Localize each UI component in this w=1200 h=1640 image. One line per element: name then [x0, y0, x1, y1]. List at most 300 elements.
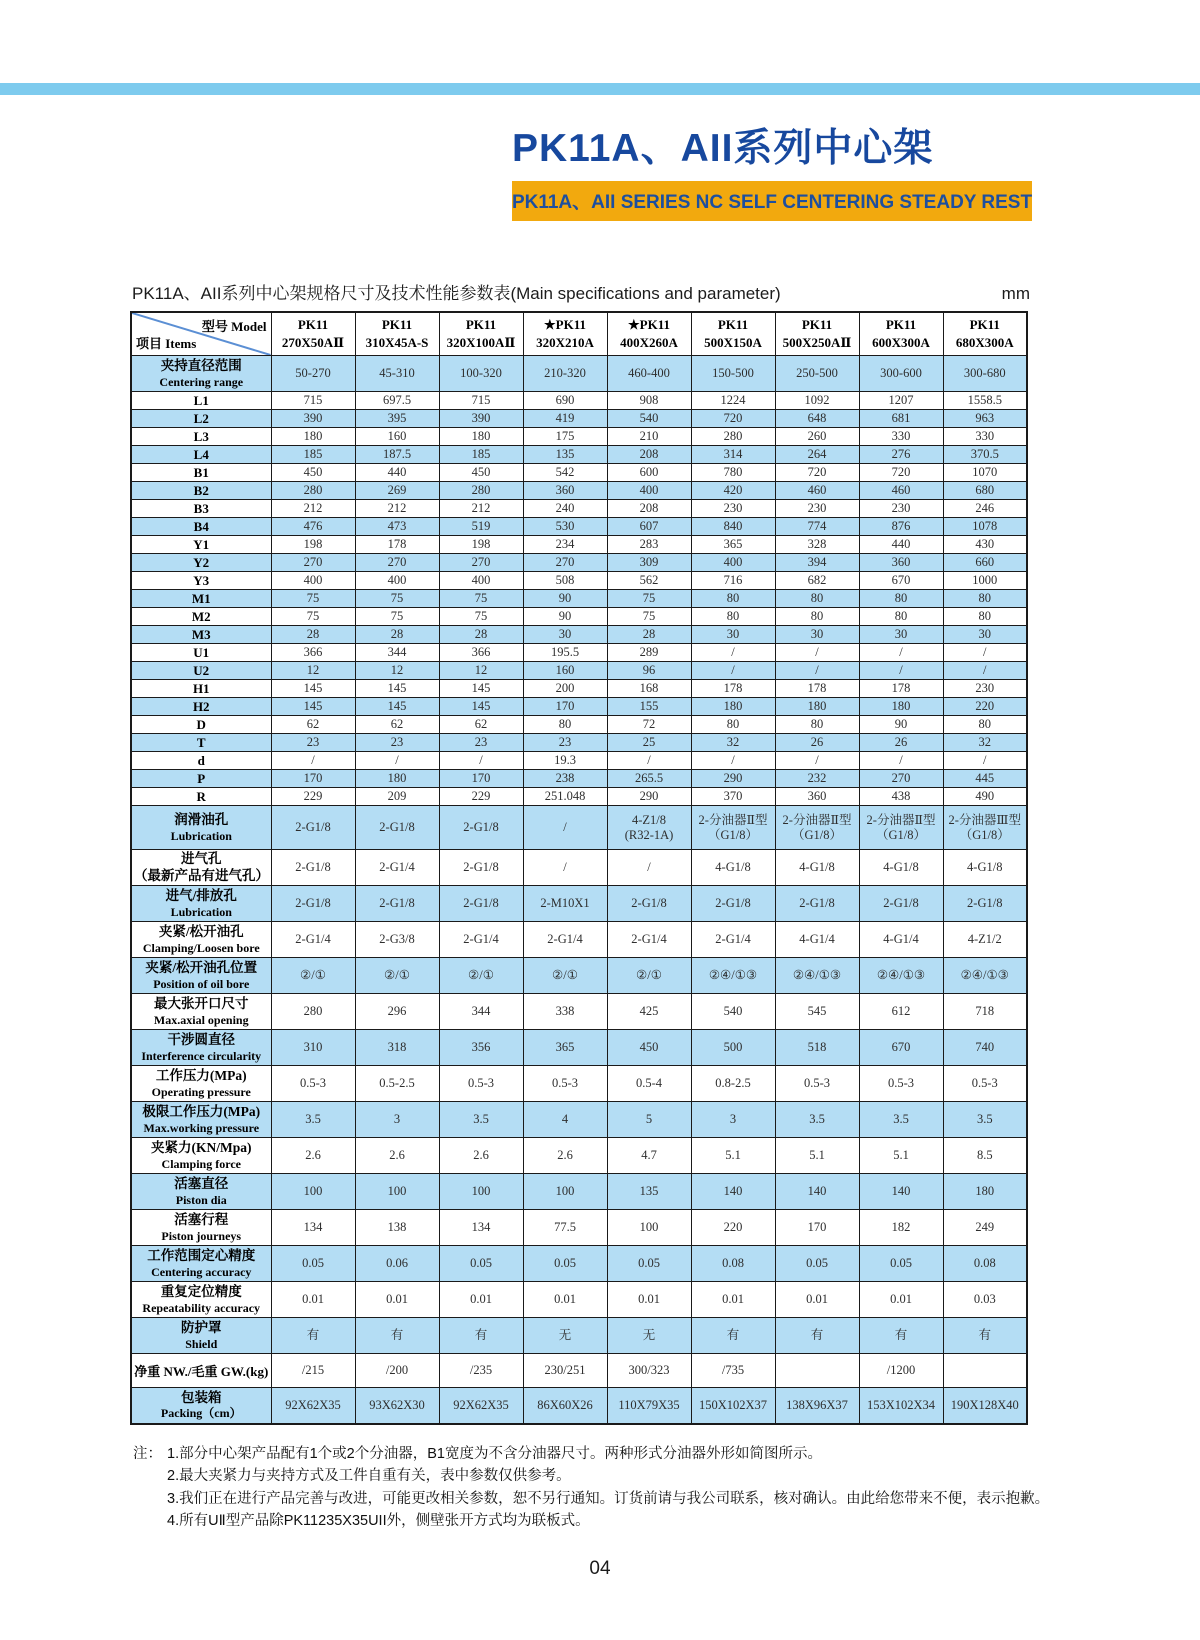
- row-label: 工作压力(MPa) Operating pressure: [131, 1066, 271, 1102]
- table-row: [131, 554, 1027, 572]
- table-cell: /: [859, 752, 943, 770]
- spec-table-wrap: [130, 311, 1030, 1425]
- table-cell: 无: [607, 1318, 691, 1354]
- table-cell: 716: [691, 572, 775, 590]
- table-cell: 26: [859, 734, 943, 752]
- table-cell: 2-G1/8: [439, 806, 523, 850]
- table-cell: 0.01: [355, 1282, 439, 1318]
- table-cell: 370: [691, 788, 775, 806]
- table-row: [131, 428, 1027, 446]
- table-cell: 45-310: [355, 356, 439, 392]
- table-cell: 1207: [859, 392, 943, 410]
- table-cell: /215: [271, 1354, 355, 1388]
- table-cell: 360: [523, 482, 607, 500]
- table-cell: 210: [607, 428, 691, 446]
- table-cell: 240: [523, 500, 607, 518]
- table-cell: 0.05: [859, 1246, 943, 1282]
- table-cell: 80: [775, 590, 859, 608]
- table-cell: 400: [271, 572, 355, 590]
- column-header: ★PK11 400X260A: [607, 312, 691, 356]
- table-cell: /735: [691, 1354, 775, 1388]
- table-cell: 0.01: [607, 1282, 691, 1318]
- table-cell: 3: [355, 1102, 439, 1138]
- table-row: [131, 644, 1027, 662]
- row-label: 进气/排放孔 Lubrication: [131, 886, 271, 922]
- notes: [133, 1443, 1053, 1533]
- row-label: 净重 NW./毛重 GW.(kg): [131, 1354, 271, 1388]
- table-cell: 612: [859, 994, 943, 1030]
- table-cell: 0.5-3: [271, 1066, 355, 1102]
- table-cell: 80: [691, 608, 775, 626]
- table-cell: 1558.5: [943, 392, 1027, 410]
- table-cell: 0.01: [691, 1282, 775, 1318]
- table-cell: 178: [355, 536, 439, 554]
- table-cell: 180: [775, 698, 859, 716]
- table-cell: 4: [523, 1102, 607, 1138]
- note-item: 1.部分中心架产品配有1个或2个分油器，B1宽度为不含分油器尺寸。两种形式分油器外形如简图所示。: [167, 1446, 822, 1462]
- table-cell: 134: [271, 1210, 355, 1246]
- table-cell: ②/①: [523, 958, 607, 994]
- table-cell: 2-G1/4: [607, 922, 691, 958]
- table-cell: 有: [943, 1318, 1027, 1354]
- table-cell: 187.5: [355, 446, 439, 464]
- row-label: 干涉圆直径 Interference circularity: [131, 1030, 271, 1066]
- table-cell: 365: [691, 536, 775, 554]
- top-accent-band: [0, 83, 1200, 95]
- table-row: [131, 590, 1027, 608]
- table-cell: /: [943, 752, 1027, 770]
- table-cell: 100: [523, 1174, 607, 1210]
- row-label: Y1: [131, 536, 271, 554]
- table-cell: 185: [439, 446, 523, 464]
- table-cell: 2-M10X1: [523, 886, 607, 922]
- table-cell: 400: [355, 572, 439, 590]
- table-row: [131, 788, 1027, 806]
- table-cell: 4-G1/8: [775, 850, 859, 886]
- table-cell: 720: [691, 410, 775, 428]
- table-cell: 134: [439, 1210, 523, 1246]
- table-cell: 697.5: [355, 392, 439, 410]
- table-cell: 234: [523, 536, 607, 554]
- table-cell: 280: [691, 428, 775, 446]
- table-cell: 508: [523, 572, 607, 590]
- table-cell: 338: [523, 994, 607, 1030]
- table-cell: 249: [943, 1210, 1027, 1246]
- table-row: [131, 850, 1027, 886]
- table-cell: 75: [355, 590, 439, 608]
- table-cell: 545: [775, 994, 859, 1030]
- table-cell: 1070: [943, 464, 1027, 482]
- table-cell: 289: [607, 644, 691, 662]
- table-cell: 100: [607, 1210, 691, 1246]
- table-cell: 有: [271, 1318, 355, 1354]
- column-header: PK11 320X100AⅡ: [439, 312, 523, 356]
- table-cell: 344: [439, 994, 523, 1030]
- table-cell: 270: [523, 554, 607, 572]
- table-cell: /: [355, 752, 439, 770]
- row-label: B4: [131, 518, 271, 536]
- table-cell: 32: [943, 734, 1027, 752]
- table-cell: 390: [439, 410, 523, 428]
- table-cell: 0.01: [523, 1282, 607, 1318]
- table-cell: 2-G1/8: [775, 886, 859, 922]
- table-cell: 562: [607, 572, 691, 590]
- table-cell: 180: [355, 770, 439, 788]
- table-cell: 280: [439, 482, 523, 500]
- table-cell: 715: [439, 392, 523, 410]
- table-cell: 无: [523, 1318, 607, 1354]
- table-cell: 3.5: [271, 1102, 355, 1138]
- table-cell: 660: [943, 554, 1027, 572]
- table-row: [131, 410, 1027, 428]
- corner-model-label: 型号 Model: [201, 319, 267, 334]
- table-cell: 283: [607, 536, 691, 554]
- table-cell: 0.05: [523, 1246, 607, 1282]
- table-cell: 0.5-3: [943, 1066, 1027, 1102]
- table-cell: 540: [607, 410, 691, 428]
- row-label: 重复定位精度 Repeatability accuracy: [131, 1282, 271, 1318]
- table-cell: 168: [607, 680, 691, 698]
- table-cell: 4-Z1/8 (R32-1A): [607, 806, 691, 850]
- table-cell: 476: [271, 518, 355, 536]
- table-cell: 280: [271, 994, 355, 1030]
- table-cell: 270: [271, 554, 355, 572]
- row-label: 夹紧力(KN/Mpa) Clamping force: [131, 1138, 271, 1174]
- table-cell: 145: [271, 680, 355, 698]
- table-cell: 3: [691, 1102, 775, 1138]
- row-label: B2: [131, 482, 271, 500]
- table-cell: 251.048: [523, 788, 607, 806]
- table-cell: 2.6: [523, 1138, 607, 1174]
- header-row: [131, 312, 1027, 356]
- table-cell: 198: [439, 536, 523, 554]
- table-cell: 318: [355, 1030, 439, 1066]
- table-cell: 260: [775, 428, 859, 446]
- table-cell: 0.5-3: [859, 1066, 943, 1102]
- table-cell: 92X62X35: [439, 1388, 523, 1424]
- note-item: 2.最大夹紧力与夹持方式及工件自重有关，表中参数仅供参考。: [167, 1468, 571, 1485]
- table-cell: 2-分油器Ⅱ型 （G1/8）: [691, 806, 775, 850]
- table-cell: 140: [859, 1174, 943, 1210]
- row-label: M1: [131, 590, 271, 608]
- table-cell: 0.5-3: [775, 1066, 859, 1102]
- table-row: [131, 770, 1027, 788]
- table-row: [131, 806, 1027, 850]
- table-cell: 160: [355, 428, 439, 446]
- table-cell: 145: [355, 680, 439, 698]
- table-row: [131, 1388, 1027, 1424]
- table-cell: 75: [439, 590, 523, 608]
- table-cell: 有: [355, 1318, 439, 1354]
- table-cell: 264: [775, 446, 859, 464]
- table-cell: 400: [439, 572, 523, 590]
- row-label: 夹紧/松开油孔 Clamping/Loosen bore: [131, 922, 271, 958]
- table-cell: 90: [523, 590, 607, 608]
- table-cell: 93X62X30: [355, 1388, 439, 1424]
- table-cell: 190X128X40: [943, 1388, 1027, 1424]
- table-cell: 229: [439, 788, 523, 806]
- table-cell: 0.8-2.5: [691, 1066, 775, 1102]
- table-cell: 80: [775, 608, 859, 626]
- table-cell: 500: [691, 1030, 775, 1066]
- table-cell: 0.05: [775, 1246, 859, 1282]
- row-label: M2: [131, 608, 271, 626]
- table-cell: 540: [691, 994, 775, 1030]
- table-cell: 395: [355, 410, 439, 428]
- table-cell: ②④/①③: [859, 958, 943, 994]
- table-cell: 62: [355, 716, 439, 734]
- table-cell: 330: [859, 428, 943, 446]
- table-cell: /: [439, 752, 523, 770]
- table-cell: 445: [943, 770, 1027, 788]
- table-cell: 300-680: [943, 356, 1027, 392]
- table-cell: 有: [859, 1318, 943, 1354]
- row-label: d: [131, 752, 271, 770]
- table-row: [131, 662, 1027, 680]
- table-cell: 400: [607, 482, 691, 500]
- table-cell: /: [523, 806, 607, 850]
- table-cell: 195.5: [523, 644, 607, 662]
- table-cell: ②④/①③: [775, 958, 859, 994]
- table-cell: 4-G1/8: [691, 850, 775, 886]
- table-row: [131, 698, 1027, 716]
- table-cell: 270: [355, 554, 439, 572]
- table-cell: 670: [859, 1030, 943, 1066]
- table-cell: /: [775, 644, 859, 662]
- table-cell: 80: [943, 608, 1027, 626]
- table-cell: 394: [775, 554, 859, 572]
- table-cell: 330: [943, 428, 1027, 446]
- table-cell: 542: [523, 464, 607, 482]
- table-cell: 0.5-3: [439, 1066, 523, 1102]
- table-cell: 30: [691, 626, 775, 644]
- table-cell: 280: [271, 482, 355, 500]
- table-cell: 3.5: [775, 1102, 859, 1138]
- table-cell: 有: [439, 1318, 523, 1354]
- notes-items: [133, 1443, 1053, 1533]
- table-cell: 220: [943, 698, 1027, 716]
- table-cell: 0.05: [271, 1246, 355, 1282]
- table-cell: 265.5: [607, 770, 691, 788]
- table-cell: ②/①: [607, 958, 691, 994]
- table-cell: 2-G1/8: [355, 806, 439, 850]
- table-caption: PK11A、AII系列中心架规格尺寸及技术性能参数表(Main specifications and parameter): [132, 284, 781, 303]
- table-cell: 180: [271, 428, 355, 446]
- table-cell: /200: [355, 1354, 439, 1388]
- table-cell: 80: [523, 716, 607, 734]
- table-cell: 有: [691, 1318, 775, 1354]
- table-row: [131, 1138, 1027, 1174]
- table-cell: 23: [523, 734, 607, 752]
- table-row: [131, 1246, 1027, 1282]
- column-header: ★PK11 320X210A: [523, 312, 607, 356]
- table-cell: 0.01: [271, 1282, 355, 1318]
- table-cell: 438: [859, 788, 943, 806]
- table-cell: 90: [523, 608, 607, 626]
- table-cell: 3.5: [943, 1102, 1027, 1138]
- table-row: [131, 1030, 1027, 1066]
- table-cell: 3.5: [439, 1102, 523, 1138]
- table-cell: [943, 1354, 1027, 1388]
- table-cell: 648: [775, 410, 859, 428]
- table-cell: 0.03: [943, 1282, 1027, 1318]
- table-cell: 366: [271, 644, 355, 662]
- table-cell: 80: [859, 590, 943, 608]
- table-cell: 780: [691, 464, 775, 482]
- table-cell: 212: [271, 500, 355, 518]
- column-header: PK11 310X45A-S: [355, 312, 439, 356]
- table-cell: 8.5: [943, 1138, 1027, 1174]
- table-cell: 0.08: [691, 1246, 775, 1282]
- table-cell: [775, 1354, 859, 1388]
- note-item: 4.所有UⅡ型产品除PK11235X35UII外，侧壁张开方式均为联板式。: [167, 1513, 590, 1530]
- table-cell: 212: [439, 500, 523, 518]
- table-cell: 2-G1/8: [859, 886, 943, 922]
- table-cell: 230/251: [523, 1354, 607, 1388]
- table-cell: 2-G1/8: [271, 806, 355, 850]
- table-cell: 300-600: [859, 356, 943, 392]
- table-cell: 473: [355, 518, 439, 536]
- table-cell: ②④/①③: [943, 958, 1027, 994]
- table-cell: 有: [775, 1318, 859, 1354]
- table-cell: ②④/①③: [691, 958, 775, 994]
- table-cell: 175: [523, 428, 607, 446]
- table-cell: 460-400: [607, 356, 691, 392]
- table-cell: 269: [355, 482, 439, 500]
- table-cell: 2-G1/4: [271, 922, 355, 958]
- table-cell: 75: [439, 608, 523, 626]
- table-cell: 135: [523, 446, 607, 464]
- row-label: 夹紧/松开油孔位置 Position of oil bore: [131, 958, 271, 994]
- table-cell: 80: [859, 608, 943, 626]
- table-cell: 0.05: [439, 1246, 523, 1282]
- table-cell: 360: [859, 554, 943, 572]
- table-cell: 100: [355, 1174, 439, 1210]
- table-cell: 180: [439, 428, 523, 446]
- table-cell: 774: [775, 518, 859, 536]
- table-cell: 32: [691, 734, 775, 752]
- table-cell: 30: [943, 626, 1027, 644]
- table-row: [131, 1210, 1027, 1246]
- table-cell: 28: [607, 626, 691, 644]
- table-cell: /235: [439, 1354, 523, 1388]
- table-cell: 400: [691, 554, 775, 572]
- table-cell: 145: [439, 698, 523, 716]
- table-cell: 4.7: [607, 1138, 691, 1174]
- table-cell: 314: [691, 446, 775, 464]
- table-cell: 178: [775, 680, 859, 698]
- table-cell: 178: [691, 680, 775, 698]
- table-cell: 328: [775, 536, 859, 554]
- unit-label: mm: [1001, 284, 1030, 303]
- corner-items-label: 项目 Items: [136, 336, 197, 351]
- table-cell: /: [691, 644, 775, 662]
- table-cell: 100: [439, 1174, 523, 1210]
- table-cell: 366: [439, 644, 523, 662]
- table-cell: 2-G1/4: [439, 922, 523, 958]
- row-label: P: [131, 770, 271, 788]
- table-cell: 80: [691, 590, 775, 608]
- caption-row: [132, 279, 1030, 304]
- table-cell: 1092: [775, 392, 859, 410]
- table-cell: 4-G1/8: [943, 850, 1027, 886]
- row-label: 润滑油孔 Lubrication: [131, 806, 271, 850]
- table-cell: 2-G1/8: [271, 886, 355, 922]
- table-cell: 840: [691, 518, 775, 536]
- table-row: [131, 464, 1027, 482]
- table-row: [131, 1066, 1027, 1102]
- table-cell: /: [775, 752, 859, 770]
- table-cell: 145: [439, 680, 523, 698]
- table-cell: 209: [355, 788, 439, 806]
- table-cell: 75: [607, 608, 691, 626]
- table-cell: 0.01: [775, 1282, 859, 1318]
- table-cell: 200: [523, 680, 607, 698]
- table-cell: 530: [523, 518, 607, 536]
- table-cell: 690: [523, 392, 607, 410]
- table-row: [131, 626, 1027, 644]
- table-cell: 246: [943, 500, 1027, 518]
- table-cell: ②/①: [439, 958, 523, 994]
- table-cell: 2-G3/8: [355, 922, 439, 958]
- table-cell: 145: [355, 698, 439, 716]
- column-header: PK11 270X50AⅡ: [271, 312, 355, 356]
- subtitle-text: PK11A、AII SERIES NC SELF CENTERING STEADY REST: [511, 192, 1033, 214]
- table-row: [131, 752, 1027, 770]
- table-cell: 5.1: [691, 1138, 775, 1174]
- table-cell: 23: [271, 734, 355, 752]
- row-label: 夹持直径范围 Centering range: [131, 356, 271, 392]
- table-cell: 80: [943, 590, 1027, 608]
- table-cell: 232: [775, 770, 859, 788]
- table-row: [131, 356, 1027, 392]
- row-label: L1: [131, 392, 271, 410]
- table-cell: 420: [691, 482, 775, 500]
- table-cell: 290: [607, 788, 691, 806]
- table-cell: 1078: [943, 518, 1027, 536]
- table-cell: 2-G1/8: [439, 886, 523, 922]
- table-cell: /1200: [859, 1354, 943, 1388]
- table-cell: 30: [859, 626, 943, 644]
- row-label: L4: [131, 446, 271, 464]
- table-cell: 2-G1/8: [355, 886, 439, 922]
- row-label: 包装箱 Packing（cm）: [131, 1388, 271, 1424]
- table-cell: 2-G1/4: [691, 922, 775, 958]
- table-cell: 715: [271, 392, 355, 410]
- table-cell: 80: [943, 716, 1027, 734]
- row-label: M3: [131, 626, 271, 644]
- table-cell: 26: [775, 734, 859, 752]
- row-label: 进气孔 （最新产品有进气孔）: [131, 850, 271, 886]
- table-cell: 0.08: [943, 1246, 1027, 1282]
- table-cell: 2-分油器Ⅲ型 （G1/8）: [943, 806, 1027, 850]
- table-row: [131, 392, 1027, 410]
- table-cell: 2-分油器Ⅱ型 （G1/8）: [859, 806, 943, 850]
- table-row: [131, 922, 1027, 958]
- table-cell: 230: [943, 680, 1027, 698]
- table-cell: 180: [859, 698, 943, 716]
- table-cell: 208: [607, 500, 691, 518]
- table-cell: 460: [775, 482, 859, 500]
- table-row: [131, 1354, 1027, 1388]
- table-cell: 90: [859, 716, 943, 734]
- table-cell: 600: [607, 464, 691, 482]
- table-cell: 450: [607, 1030, 691, 1066]
- row-label: U2: [131, 662, 271, 680]
- row-label: 极限工作压力(MPa) Max.working pressure: [131, 1102, 271, 1138]
- table-cell: 23: [355, 734, 439, 752]
- table-cell: /: [523, 850, 607, 886]
